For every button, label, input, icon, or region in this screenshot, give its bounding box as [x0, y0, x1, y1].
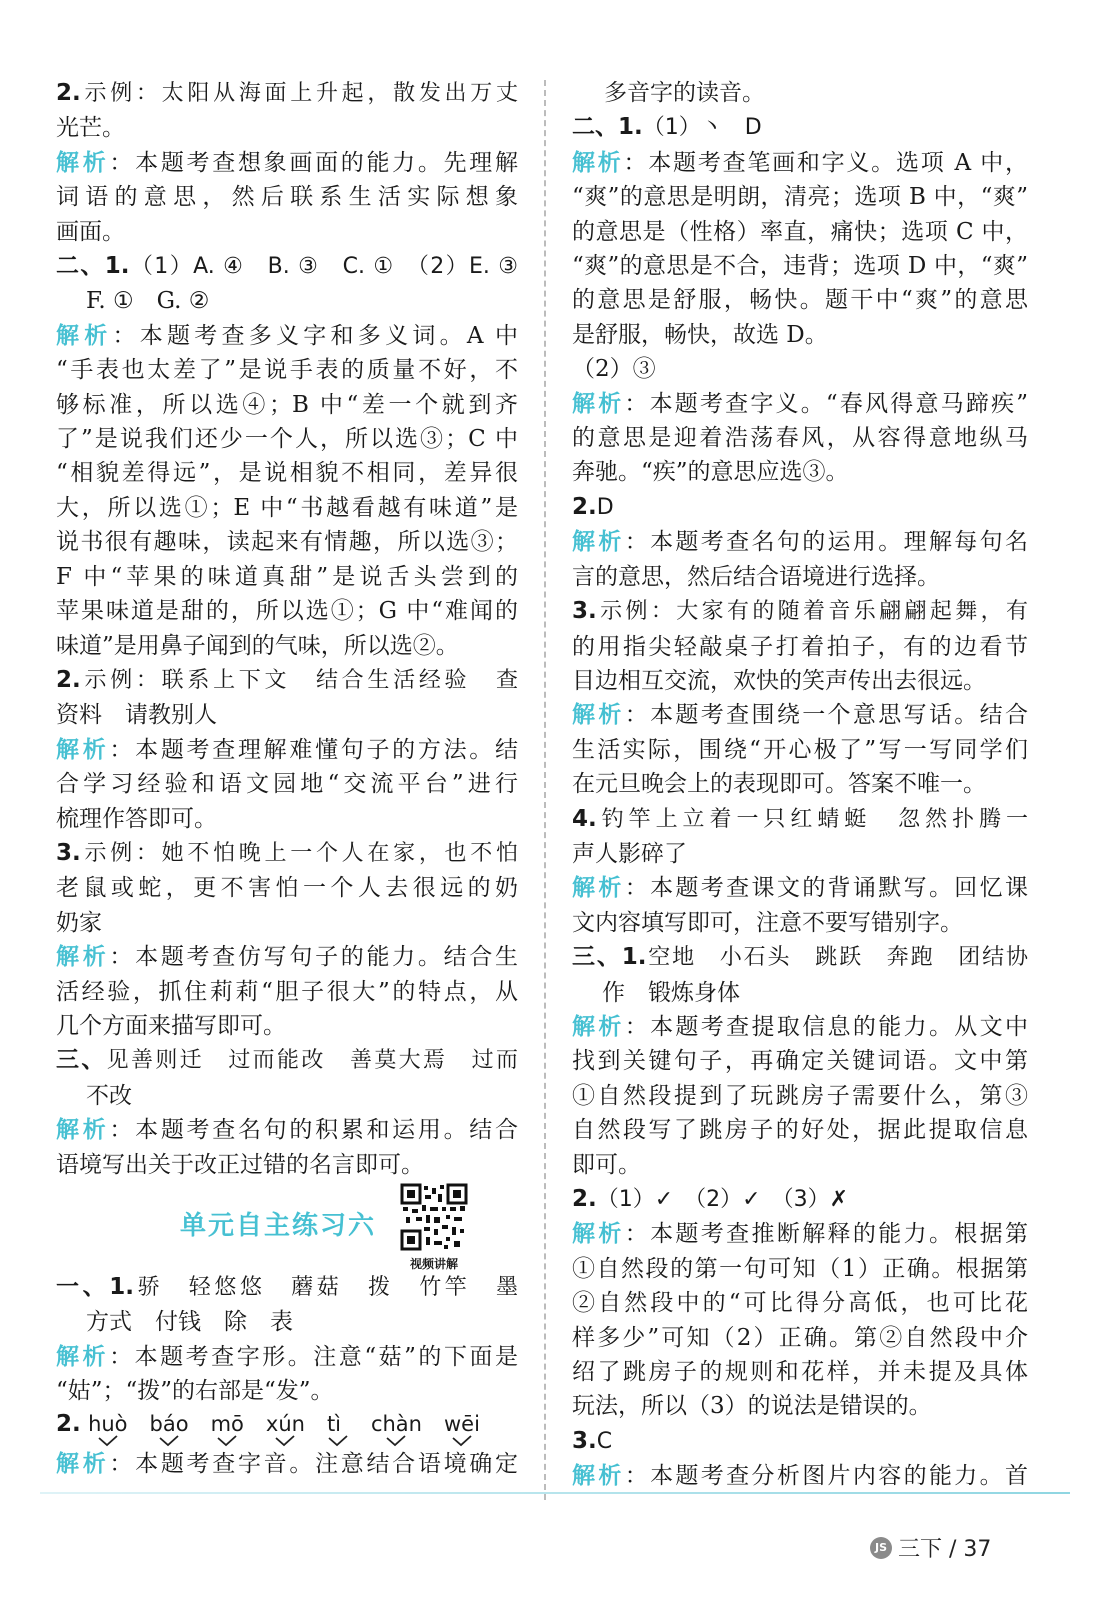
text-line [56, 975, 518, 1009]
text-line [572, 352, 1028, 386]
line-text: 自然段写了跳房子的好处，据此提取信息 [572, 1117, 1028, 1144]
pinyin-item [88, 1407, 127, 1447]
line-text: 绍了跳房子的规则和花样，并未提及具体 [572, 1359, 1028, 1386]
question-number: 2. [572, 1186, 597, 1212]
analysis-tag: 解析 [56, 1343, 110, 1370]
analysis-tag: 解析 [56, 1451, 110, 1477]
line-text: F. ① G. ② [86, 288, 210, 315]
analysis-text: ：本题考查字音。注意结合语境确定 [109, 1451, 519, 1477]
line-text: ：本题考查理解难懂句子的方法。结 [109, 736, 519, 763]
line-text: 光芒。 [56, 115, 125, 142]
line-text: 活经验，抓住莉莉“胆子很大”的特点，从 [56, 978, 518, 1005]
section-number: 二、 [572, 114, 618, 141]
line-text: 资料 请教别人 [56, 702, 217, 729]
text-line [572, 733, 1028, 767]
line-text: 生活实际，围绕“开心极了”写一写同学们 [572, 736, 1028, 763]
line-text: ：本题考查课文的背诵默写。回忆课 [624, 875, 1029, 902]
analysis-tag: 解析 [56, 736, 110, 763]
footer-rule [40, 1492, 1070, 1494]
text-line [572, 837, 1028, 871]
text-line [56, 456, 518, 490]
question-line [572, 1182, 1028, 1217]
text-line [572, 318, 1028, 352]
analysis-tag: 解析 [572, 702, 625, 729]
line-text: 方式 付钱 除 表 [86, 1309, 293, 1336]
text-line [56, 594, 518, 628]
analysis-line [56, 940, 518, 974]
unit-title: 单元自主练习六 [180, 1211, 377, 1241]
text-line [572, 249, 1028, 283]
text-line [572, 767, 1028, 801]
page-footer [870, 1532, 991, 1563]
right-column [572, 76, 1028, 1494]
question-number: 1. [109, 1274, 134, 1300]
line-text: 即可。 [572, 1151, 641, 1178]
line-text: （1）✓ （2）✓ （3）✗ [596, 1187, 849, 1212]
line-text: ：本题考查分析图片内容的能力。首 [624, 1463, 1029, 1490]
text-line [56, 525, 518, 559]
left-bottom-section [56, 1270, 518, 1409]
line-text: ：本题考查笔画和字义。选项 A 中， [623, 149, 1028, 176]
column-divider [544, 80, 546, 1500]
line-text: ：本题考查多义字和多义词。A 中 [112, 322, 519, 349]
question-number: 2. [56, 666, 81, 693]
pinyin-item [150, 1407, 189, 1447]
analysis-line [572, 1459, 1028, 1493]
text-line [56, 802, 518, 836]
question-line [56, 836, 518, 871]
question-number: 2. [56, 1411, 81, 1437]
pinyin-item [211, 1407, 244, 1447]
line-text: 合学习经验和语文园地“交流平台”进行 [56, 771, 518, 798]
text-line [56, 871, 518, 905]
line-text: 示例：她不怕晚上一个人在家，也不怕 [80, 840, 518, 866]
text-line [572, 976, 1028, 1010]
text-line [572, 1148, 1028, 1182]
text-line [56, 353, 518, 387]
check-mark-icon [216, 1435, 238, 1447]
line-text: 苹果味道是甜的，所以选①；G 中“难闻的 [56, 598, 518, 625]
question-line [572, 490, 1028, 525]
text-line [56, 906, 518, 940]
text-line [572, 1113, 1028, 1147]
pinyin-item [444, 1407, 480, 1447]
check-mark-icon [451, 1435, 473, 1447]
line-text: ：本题考查想象画面的能力。先理解 [109, 149, 519, 176]
question-number: 1. [104, 253, 130, 280]
question-line [56, 1270, 518, 1305]
analysis-tag: 解析 [572, 529, 625, 556]
line-text: 味道”是用鼻子闻到的气味，所以选②。 [56, 632, 459, 659]
js-badge-icon: JS [870, 1537, 892, 1559]
pinyin-text: mō [210, 1412, 244, 1436]
line-text: 奔驰。“疾”的意思应选③。 [572, 459, 849, 486]
check-mark-icon [158, 1435, 180, 1447]
question-line [56, 1043, 518, 1078]
text-line [56, 698, 518, 732]
question-line [56, 249, 518, 284]
line-text: 大，所以选①；E 中“书越看越有味道”是 [56, 494, 518, 521]
text-line [56, 111, 518, 145]
qr-code-icon[interactable] [400, 1183, 468, 1251]
text-line [56, 284, 518, 318]
text-line [56, 180, 518, 214]
question-line [56, 663, 518, 698]
text-line [572, 421, 1028, 455]
section-number: 二、 [56, 253, 105, 280]
section-number: 一、 [56, 1274, 110, 1300]
line-text: 样多少”可知（2）正确。第②自然段中介 [572, 1324, 1028, 1351]
line-text: C [596, 1428, 613, 1454]
line-text: 梳理作答即可。 [56, 805, 217, 832]
text-line [56, 1079, 518, 1113]
pinyin-text: wēi [443, 1412, 480, 1436]
line-text: 的意思是迎着浩荡春风，从容得意地纵马 [572, 425, 1028, 452]
check-mark-icon [97, 1435, 119, 1447]
line-text: 说书很有趣味，读起来有情趣，所以选③； [56, 529, 518, 556]
line-text: 骄 轻悠悠 蘑菇 拨 竹竿 墨 [133, 1275, 519, 1300]
question-line [572, 802, 1028, 837]
text-line [572, 76, 1028, 110]
line-text: 玩法，所以（3）的说法是错误的。 [572, 1393, 932, 1420]
analysis-line [56, 146, 518, 180]
question-number: 3. [56, 839, 81, 866]
analysis-line [56, 733, 518, 767]
question-line [572, 1424, 1028, 1459]
line-text: 钓竿上立着一只红蜻蜓 忽然扑腾一 [596, 806, 1028, 832]
line-text: F 中“苹果的味道真甜”是说舌头尝到的 [56, 563, 518, 590]
line-text: ：本题考查围绕一个意思写话。结合 [624, 702, 1029, 729]
line-text: ②自然段中的“可比得分高低，也可比花 [572, 1290, 1028, 1317]
line-text: 作 锻炼身体 [602, 979, 740, 1006]
line-text: 的意思是（性格）率直，痛快；选项 C 中， [572, 218, 1028, 245]
pinyin-text: huò [88, 1412, 128, 1436]
text-line [572, 630, 1028, 664]
text-line [56, 491, 518, 525]
analysis-tag: 解析 [56, 149, 110, 176]
line-text: 画面。 [56, 218, 125, 245]
question-number: 2. [56, 80, 81, 106]
line-text: “爽”的意思是不合，违背；选项 D 中，“爽” [572, 253, 1028, 280]
line-text: 在元旦晚会上的表现即可。答案不唯一。 [572, 771, 986, 798]
line-text: “姑”；“拨”的右部是“发”。 [56, 1378, 334, 1405]
line-text: 是舒服，畅快，故选 D。 [572, 321, 828, 348]
line-text: 目边相互交流，欢快的笑声传出去很远。 [572, 667, 986, 694]
analysis-line [56, 1447, 518, 1481]
analysis-tag: 解析 [572, 390, 625, 417]
text-line [56, 388, 518, 422]
text-line [56, 422, 518, 456]
line-text: 老鼠或蛇，更不害怕一个人去很远的奶 [56, 875, 518, 902]
question-line [572, 110, 1028, 145]
line-text: “相貌差得远”，是说相貌不相同，差异很 [56, 460, 518, 487]
line-text: 几个方面来描写即可。 [56, 1012, 286, 1039]
analysis-line [572, 871, 1028, 905]
line-text: “手表也太差了”是说手表的质量不好，不 [56, 357, 518, 384]
pinyin-text: báo [149, 1412, 189, 1436]
line-text: 言的意思，然后结合语境进行选择。 [572, 563, 940, 590]
text-line [572, 560, 1028, 594]
text-line [572, 1355, 1028, 1389]
line-text: “爽”的意思是明朗，清亮；选项 B 中，“爽” [572, 184, 1028, 211]
question-line [572, 594, 1028, 629]
analysis-line [572, 1217, 1028, 1251]
text-line [56, 560, 518, 594]
question-line [56, 76, 518, 111]
line-text: ：本题考查字义。“春风得意马蹄疾” [624, 390, 1028, 417]
analysis-line [572, 146, 1028, 180]
analysis-line [572, 525, 1028, 559]
check-mark-icon [274, 1435, 296, 1447]
line-text: ①自然段提到了玩跳房子需要什么，第③ [572, 1082, 1028, 1109]
pinyin-text: xún [265, 1412, 305, 1436]
pinyin-list [88, 1411, 502, 1437]
text-line [572, 1389, 1028, 1423]
analysis-line [572, 698, 1028, 732]
pinyin-text: tì [326, 1412, 342, 1436]
line-text: 声人影碎了 [572, 840, 687, 867]
line-text: （1）丶 D [642, 115, 762, 141]
line-text: 奶家 [56, 909, 102, 936]
analysis-tag: 解析 [56, 322, 113, 349]
line-text: ：本题考查仿写句子的能力。结合生 [109, 944, 519, 971]
question-number: 1. [621, 944, 647, 971]
pinyin-item [266, 1407, 305, 1447]
check-mark-icon [385, 1435, 407, 1447]
analysis-line [56, 319, 518, 353]
pinyin-text: chàn [370, 1412, 422, 1436]
analysis-line [572, 1010, 1028, 1044]
line-text: 语境写出关于改正过错的名言即可。 [56, 1151, 424, 1178]
line-text: 示例：大家有的随着音乐翩翩起舞，有 [596, 599, 1028, 625]
analysis-line [572, 387, 1028, 421]
text-line [572, 180, 1028, 214]
left-column [56, 76, 518, 1182]
text-line [56, 1148, 518, 1182]
text-line [56, 1305, 518, 1339]
line-text: ：本题考查推断解释的能力。根据第 [624, 1221, 1029, 1248]
text-line [572, 1252, 1028, 1286]
analysis-tag: 解析 [572, 1221, 625, 1248]
line-text: 找到关键句子，再确定关键词语。文中第 [572, 1048, 1028, 1075]
check-mark-icon [327, 1435, 349, 1447]
text-line [572, 283, 1028, 317]
line-text: ：本题考查名句的运用。理解每句名 [624, 529, 1029, 556]
line-text: （1）A. ④ B. ③ C. ① （2）E. ③ [129, 254, 518, 280]
line-text: 的意思是舒服，畅快。题干中“爽”的意思 [572, 287, 1028, 314]
line-text: 示例：太阳从海面上升起，散发出万丈 [80, 81, 518, 106]
analysis-line [56, 1113, 518, 1147]
question-line [572, 940, 1028, 975]
line-text: （2）③ [572, 356, 656, 383]
text-line [572, 215, 1028, 249]
text-line [572, 455, 1028, 489]
line-text: ①自然段的第一句可知（1）正确。根据第 [572, 1255, 1028, 1282]
pinyin-question [56, 1407, 518, 1451]
pinyin-item [371, 1407, 422, 1447]
text-line [56, 629, 518, 663]
section-number: 三、 [56, 1047, 107, 1074]
line-text: 不改 [86, 1082, 132, 1109]
analysis-tag: 解析 [572, 1013, 625, 1040]
text-line [56, 767, 518, 801]
text-line [56, 1009, 518, 1043]
question-number: 2. [572, 493, 597, 520]
text-line [56, 215, 518, 249]
line-text: 见善则迁 过而能改 善莫大焉 过而 [106, 1048, 518, 1074]
line-text: ：本题考查提取信息的能力。从文中 [624, 1013, 1029, 1040]
qr-label: 视频讲解 [409, 1257, 458, 1271]
analysis-tag: 解析 [56, 944, 110, 971]
pinyin-item [327, 1407, 349, 1447]
analysis-tag: 解析 [572, 875, 625, 902]
line-text: 够标准，所以选④；B 中“差一个就到齐 [56, 391, 518, 418]
question-number: 1. [618, 114, 643, 141]
line-text: 示例：联系上下文 结合生活经验 查 [80, 667, 518, 693]
analysis-tag: 解析 [572, 1463, 625, 1490]
text-line [572, 1079, 1028, 1113]
analysis-tag: 解析 [572, 149, 624, 176]
page-number: 三下 / 37 [898, 1537, 992, 1562]
line-text: ：本题考查字形。注意“菇”的下面是 [109, 1343, 518, 1370]
line-text: 空地 小石头 跳跃 奔跑 团结协 [646, 945, 1028, 971]
text-line [572, 1321, 1028, 1355]
line-text: 词语的意思，然后联系生活实际想象 [56, 184, 518, 211]
question-number: 3. [572, 1427, 597, 1454]
line-text: 的用指尖轻敲桌子打着拍子，有的边看节 [572, 633, 1028, 660]
question-number: 4. [572, 805, 597, 832]
text-line [572, 1286, 1028, 1320]
text-line [572, 906, 1028, 940]
pinyin-row [56, 1407, 518, 1481]
analysis-tag: 解析 [56, 1117, 110, 1144]
line-text: ：本题考查名句的积累和运用。结合 [109, 1117, 519, 1144]
line-text: D [596, 494, 614, 520]
text-line [572, 1044, 1028, 1078]
analysis-line [56, 1340, 518, 1374]
line-text: 文内容填写即可，注意不要写错别字。 [572, 909, 963, 936]
question-number: 3. [572, 598, 597, 625]
text-line [572, 664, 1028, 698]
line-text: 多音字的读音。 [604, 80, 765, 106]
text-line [56, 1374, 518, 1408]
line-text: 了”是说我们还少一个人，所以选③；C 中 [56, 426, 518, 453]
section-number: 三、 [572, 944, 622, 971]
